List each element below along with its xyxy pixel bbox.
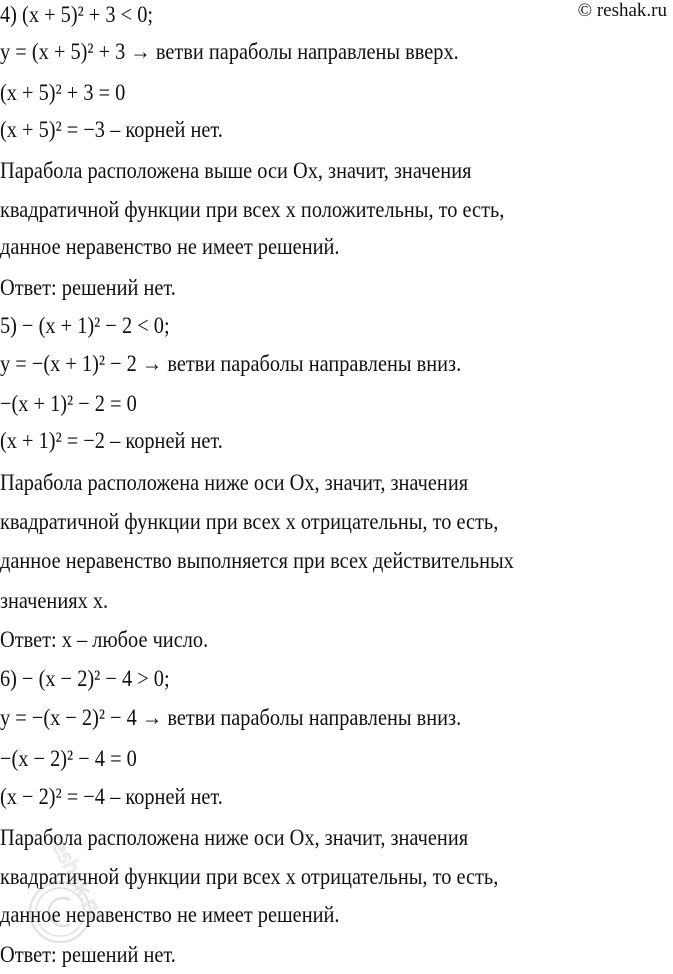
- svg-text:reshak.ru: reshak.ru: [43, 829, 110, 924]
- problem-6-function: y = −(x − 2)² − 4 → ветви параболы направлены вниз.: [0, 705, 462, 730]
- problem-5-explanation-2: квадратичной функции при всех х отрицательны, то есть,: [0, 509, 499, 534]
- problem-6-statement: 6) − (x − 2)² − 4 > 0;: [0, 666, 170, 691]
- problem-4-function: y = (x + 5)² + 3 → ветви параболы направлены вверх.: [0, 39, 459, 64]
- problem-5-roots: (x + 1)² = −2 – корней нет.: [0, 428, 223, 453]
- problem-4-answer: Ответ: решений нет.: [0, 275, 176, 300]
- problem-4-explanation-2: квадратичной функции при всех х положительны, то есть,: [0, 197, 505, 222]
- problem-6-explanation-1: Парабола расположена ниже оси Ох, значит, значения: [0, 825, 469, 850]
- problem-5-function: y = −(x + 1)² − 2 → ветви параболы направлены вниз.: [0, 351, 462, 376]
- problem-5-explanation-3: данное неравенство выполняется при всех действительных: [0, 548, 514, 573]
- problem-5-statement: 5) − (x + 1)² − 2 < 0;: [0, 313, 170, 338]
- problem-6-roots: (x − 2)² = −4 – корней нет.: [0, 784, 223, 809]
- problem-4-statement: 4) (x + 5)² + 3 < 0;: [0, 2, 154, 27]
- problem-4-explanation-3: данное неравенство не имеет решений.: [0, 234, 340, 259]
- problem-5-explanation-4: значениях х.: [0, 588, 109, 613]
- copyright-label: © reshak.ru: [577, 0, 667, 21]
- problem-4-explanation-1: Парабола расположена выше оси Ох, значит, значения: [0, 158, 472, 183]
- problem-5-answer: Ответ: х – любое число.: [0, 627, 209, 652]
- problem-6-explanation-2: квадратичной функции при всех х отрицательны, то есть,: [0, 864, 499, 889]
- problem-4-roots: (x + 5)² = −3 – корней нет.: [0, 117, 223, 142]
- problem-5-equation: −(x + 1)² − 2 = 0: [0, 391, 137, 416]
- problem-4-equation: (x + 5)² + 3 = 0: [0, 80, 126, 105]
- problem-5-explanation-1: Парабола расположена ниже оси Ох, значит, значения: [0, 470, 469, 495]
- problem-6-explanation-3: данное неравенство не имеет решений.: [0, 902, 340, 927]
- problem-6-answer: Ответ: решений нет.: [0, 942, 176, 967]
- problem-6-equation: −(x − 2)² − 4 = 0: [0, 746, 137, 771]
